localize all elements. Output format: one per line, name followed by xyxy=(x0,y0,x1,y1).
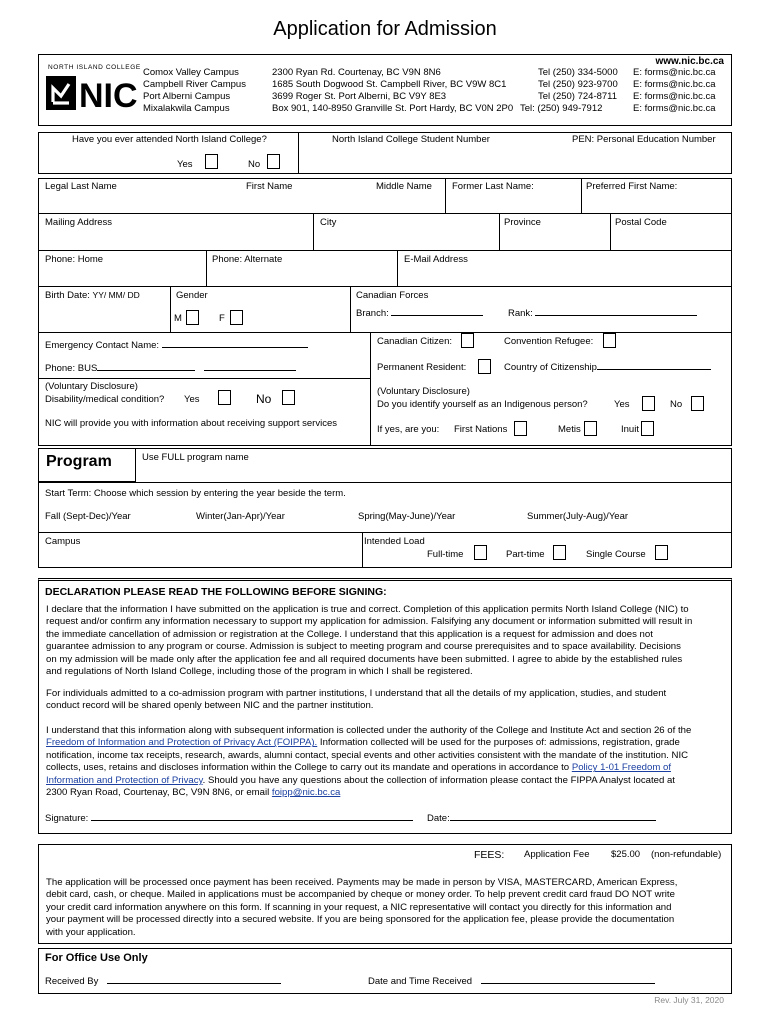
indigenous-no-label: No xyxy=(670,399,683,410)
campus-email: E: forms@nic.bc.ca xyxy=(633,103,716,114)
campus-address: 3699 Roger St. Port Alberni, BC V9Y 8E3 xyxy=(272,91,447,102)
pen-label: PEN: Personal Education Number xyxy=(572,134,716,145)
policy-link-part-1[interactable]: Policy 1-01 Freedom of xyxy=(571,762,671,774)
legal-last-name-label: Legal Last Name xyxy=(45,181,117,192)
campus-phone: Tel (250) 334-5000 xyxy=(538,67,618,78)
p3-line-5 xyxy=(46,775,726,787)
single-course-label: Single Course xyxy=(586,549,646,560)
former-last-name-label: Former Last Name: xyxy=(452,181,534,192)
payment-info-line: debit card, cash, or cheque. Mailed in applications must be accompanied by cheque or money order. To help prevent credit card fraud DO NOT write xyxy=(46,889,675,901)
declaration-paragraph-1 xyxy=(46,604,726,679)
college-logo-text: NORTH ISLAND COLLEGE xyxy=(48,64,141,71)
campus-email: E: forms@nic.bc.ca xyxy=(633,91,716,102)
term-spring[interactable]: Spring(May-June)/Year xyxy=(358,511,456,522)
inuit-label: Inuit xyxy=(621,424,639,435)
date-field[interactable] xyxy=(427,814,656,825)
indigenous-yes-checkbox[interactable] xyxy=(642,396,655,411)
middle-name-label: Middle Name xyxy=(376,181,432,192)
declaration-p1-line: the immediate cancellation of admission or registration at the College. I understand that this application is a request for admission and does not xyxy=(46,628,653,640)
signature-label: Signature: xyxy=(45,813,89,824)
date-time-received-field[interactable] xyxy=(368,977,655,988)
gender-f-checkbox[interactable] xyxy=(230,310,243,325)
phone-bus-label: Phone: BUS xyxy=(45,363,98,374)
country-citizenship-label: Country of Citizenship xyxy=(504,362,597,373)
convention-refugee-label: Convention Refugee: xyxy=(504,336,594,347)
campus-email: E: forms@nic.bc.ca xyxy=(633,67,716,78)
policy-link-part-2[interactable]: Information and Protection of Privacy xyxy=(46,774,203,786)
campus-phone: Tel: (250) 949-7912 xyxy=(520,103,603,114)
emergency-contact-label: Emergency Contact Name: xyxy=(45,340,160,351)
attended-no-label: No xyxy=(248,159,261,170)
full-time-checkbox[interactable] xyxy=(474,545,487,560)
campus-address: Box 901, 140-8950 Granville St. Port Hardy, BC V0N 2P0 xyxy=(272,103,514,114)
campus-address: 2300 Ryan Rd. Courtenay, BC V9N 8N6 xyxy=(272,67,441,78)
start-term-instruction: Start Term: Choose which session by entering the year beside the term. xyxy=(45,488,346,499)
disability-no-label: No xyxy=(256,392,272,406)
rank-label: Rank: xyxy=(508,308,533,319)
payment-info-line: with your application. xyxy=(46,926,136,938)
permanent-resident-label: Permanent Resident: xyxy=(377,362,467,373)
gender-label: Gender xyxy=(176,290,208,301)
birth-date-label xyxy=(45,291,140,302)
declaration-paragraph-2 xyxy=(46,688,726,713)
p3-line-5-text: . Should you have any questions about the collection of information please contact the FIPPA Analyst located at xyxy=(202,774,675,786)
received-by-label: Received By xyxy=(45,976,99,987)
declaration-p1-line: on my admission will be made only after the application fee and all required documents have been submitted. I agree to abide by the established rules xyxy=(46,653,683,665)
foipp-email-link[interactable]: foipp@nic.bc.ca xyxy=(271,787,341,799)
intended-load-label: Intended Load xyxy=(364,536,425,547)
signature-field[interactable] xyxy=(45,814,413,825)
declaration-p2-line: For individuals admitted to a co-admission program with partner institutions, I understand that all the details of my application, studies, and student xyxy=(46,688,667,699)
emergency-contact-field[interactable] xyxy=(45,341,308,352)
indigenous-question: Do you identify yourself as an Indigenous person? xyxy=(377,399,588,410)
foippa-link[interactable]: Freedom of Information and Protection of Privacy Act (FOIPPA). xyxy=(46,737,318,749)
fees-label: FEES: xyxy=(474,849,505,861)
payment-information xyxy=(46,877,726,939)
attended-yes-checkbox[interactable] xyxy=(205,154,218,169)
branch-field[interactable] xyxy=(356,309,483,320)
attended-question: Have you ever attended North Island College? xyxy=(72,134,267,145)
term-summer[interactable]: Summer(July-Aug)/Year xyxy=(527,511,629,522)
canadian-citizen-checkbox[interactable] xyxy=(461,333,474,348)
birth-date-text: Birth Date: xyxy=(45,290,90,301)
program-heading: Program xyxy=(46,453,112,470)
attended-no-checkbox[interactable] xyxy=(267,154,280,169)
date-time-received-label: Date and Time Received xyxy=(368,976,473,987)
payment-info-line: your credit card information anywhere on this form. If scanning in your request, a NIC representative will contact you directly for this information and xyxy=(46,901,672,913)
p3-line-3: notification, income tax receipts, research, awards, alumni contact, special events and other activities consistent with the mandate of the institution. NIC xyxy=(46,749,689,761)
page-title: Application for Admission xyxy=(273,18,497,40)
voluntary-disclosure-1: (Voluntary Disclosure) xyxy=(45,381,138,392)
office-use-heading: For Office Use Only xyxy=(45,952,148,964)
application-fee-label: Application Fee xyxy=(524,849,590,860)
campus-name: Comox Valley Campus xyxy=(143,67,239,78)
canadian-forces-label: Canadian Forces xyxy=(356,290,429,301)
attended-yes-label: Yes xyxy=(177,159,193,170)
gender-f-label: F xyxy=(219,313,225,324)
branch-label: Branch: xyxy=(356,308,389,319)
disability-yes-checkbox[interactable] xyxy=(218,390,231,405)
metis-checkbox[interactable] xyxy=(584,421,597,436)
campus-phone: Tel (250) 923-9700 xyxy=(538,79,618,90)
postal-code-label: Postal Code xyxy=(615,217,667,228)
p3-line-6-text: 2300 Ryan Road, Courtenay, BC, V9N 8N6, or email xyxy=(46,787,272,799)
term-winter[interactable]: Winter(Jan-Apr)/Year xyxy=(196,511,285,522)
nic-logo xyxy=(46,76,138,110)
campus-name: Port Alberni Campus xyxy=(143,91,231,102)
first-nations-label: First Nations xyxy=(454,424,508,435)
campus-name: Mixalakwila Campus xyxy=(143,103,230,114)
disability-yes-label: Yes xyxy=(184,394,200,405)
phone-home-label: Phone: Home xyxy=(45,254,104,265)
declaration-p1-line: and regulations of North Island College, including those of the program in which I shall be registered. xyxy=(46,666,473,678)
website: www.nic.bc.ca xyxy=(655,56,724,67)
city-label: City xyxy=(320,217,337,228)
phone-alternate-label: Phone: Alternate xyxy=(212,254,283,265)
fee-note: (non-refundable) xyxy=(651,849,722,860)
term-fall[interactable]: Fall (Sept-Dec)/Year xyxy=(45,511,131,522)
voluntary-disclosure-2: (Voluntary Disclosure) xyxy=(377,386,470,397)
disability-question: Disability/medical condition? xyxy=(45,394,165,405)
svg-text:NIC: NIC xyxy=(79,77,138,110)
permanent-resident-checkbox[interactable] xyxy=(478,359,491,374)
student-number-label: North Island College Student Number xyxy=(332,134,490,145)
revision-date: Rev. July 31, 2020 xyxy=(654,995,724,1005)
support-services-note: NIC will provide you with information about receiving support services xyxy=(45,418,337,429)
nic-logo-mark xyxy=(46,76,138,110)
payment-info-line: The application will be processed once payment has been received. Payments may be made in person by VISA, MASTERCARD, American Express, xyxy=(46,877,678,888)
part-time-label: Part-time xyxy=(506,549,545,560)
fee-amount: $25.00 xyxy=(611,849,641,860)
p3-line-6 xyxy=(46,787,726,799)
campus-email: E: forms@nic.bc.ca xyxy=(633,79,716,90)
first-name-label: First Name xyxy=(246,181,293,192)
if-yes-label: If yes, are you: xyxy=(377,424,440,435)
indigenous-yes-label: Yes xyxy=(614,399,630,410)
campus-phone: Tel (250) 724-8711 xyxy=(538,91,618,102)
gender-m-label: M xyxy=(174,313,182,324)
p3-line-1: I understand that this information along with subsequent information is collected under the authority of the College and Institute Act and section 26 of the xyxy=(46,725,692,736)
declaration-heading: DECLARATION PLEASE READ THE FOLLOWING BEFORE SIGNING: xyxy=(45,586,387,598)
province-label: Province xyxy=(504,217,541,228)
convention-refugee-checkbox[interactable] xyxy=(603,333,616,348)
declaration-p1-line: request and/or confirm any information necessary to support my application for admission. Falsifying any document or information submitted will result in xyxy=(46,616,693,628)
declaration-p1-line: I declare that the information I have submitted on the application is true and correct. Completion of this application permits North Island College (NIC) to xyxy=(46,604,689,615)
country-citizenship-field[interactable] xyxy=(504,363,711,374)
declaration-p1-line: guarantee admission to any program or course. Admission is subject to meeting program and course prerequisites and to space availability. Decisions xyxy=(46,641,681,653)
p3-line-2-text: Information collected will be used for the purposes of: admissions, registration, grade xyxy=(317,737,680,749)
p3-line-2 xyxy=(46,737,726,749)
canadian-citizen-label: Canadian Citizen: xyxy=(377,336,452,347)
mailing-address-label: Mailing Address xyxy=(45,217,113,228)
preferred-first-name-label: Preferred First Name: xyxy=(586,181,678,192)
program-name-label: Use FULL program name xyxy=(142,452,249,463)
declaration-p2-line: conduct record will be shared openly between NIC and the partner institution. xyxy=(46,700,374,712)
disability-no-checkbox[interactable] xyxy=(282,390,295,405)
rank-field[interactable] xyxy=(508,309,697,320)
p3-line-4-text: collects, uses, retains and discloses information within the College to carry out its mandate and operations in accordance to xyxy=(46,762,572,774)
campus-label: Campus xyxy=(45,536,81,547)
phone-bus-field[interactable] xyxy=(45,364,296,375)
email-label: E-Mail Address xyxy=(404,254,468,265)
single-course-checkbox[interactable] xyxy=(655,545,668,560)
inuit-checkbox[interactable] xyxy=(641,421,654,436)
declaration-paragraph-3 xyxy=(46,725,726,800)
received-by-field[interactable] xyxy=(45,977,281,988)
p3-line-4 xyxy=(46,762,726,774)
birth-date-format: YY/ MM/ DD xyxy=(92,290,140,300)
indigenous-no-checkbox[interactable] xyxy=(691,396,704,411)
campus-address: 1685 South Dogwood St. Campbell River, BC V9W 8C1 xyxy=(272,79,507,90)
payment-info-line: your payment will be processed directly into a secured website. If you are being sponsored for the application fee, please provide the documentation xyxy=(46,914,675,926)
part-time-checkbox[interactable] xyxy=(553,545,566,560)
date-label: Date: xyxy=(427,813,450,824)
metis-label: Metis xyxy=(558,424,581,435)
gender-m-checkbox[interactable] xyxy=(186,310,199,325)
full-time-label: Full-time xyxy=(427,549,464,560)
campus-name: Campbell River Campus xyxy=(143,79,246,90)
first-nations-checkbox[interactable] xyxy=(514,421,527,436)
